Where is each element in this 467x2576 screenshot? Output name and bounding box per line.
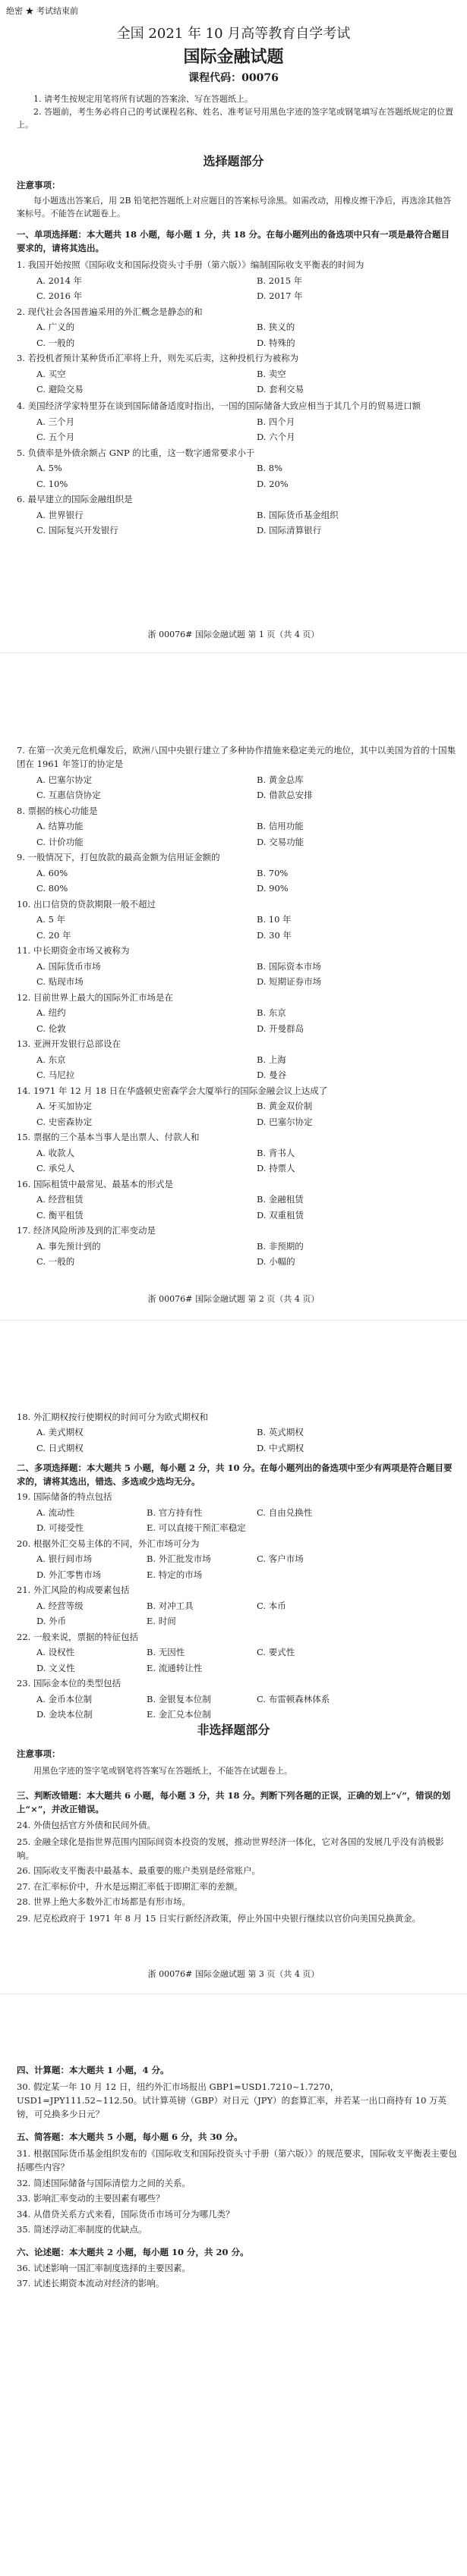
option-b: B. 外汇批发市场	[147, 1553, 211, 1565]
part2-title: 非选择题部分	[197, 1723, 270, 1737]
option-c: C. 客户市场	[257, 1553, 304, 1565]
question-16-options-2	[17, 1208, 457, 1224]
question-35: 35. 简述浮动汇率制度的优缺点。	[17, 2224, 147, 2235]
question-37: 37. 试述长期资本流动对经济的影响。	[17, 2278, 165, 2289]
question-10-options	[17, 913, 457, 928]
header-mark: 绝密 ★ 考试结束前	[6, 6, 78, 16]
option-b: B. 四个月	[257, 416, 295, 427]
option-a: A. 广义的	[36, 322, 75, 333]
question-4-options	[17, 414, 457, 430]
question-22-options-2	[17, 1660, 457, 1676]
option-b: B. 金融租赁	[257, 1194, 304, 1205]
page-divider	[0, 652, 467, 653]
question-31: 31. 根据国际货币基金组织发布的《国际收支和国际投资头寸手册（第六版）》的规范要求，国际收支平衡表主要包括哪些内容？	[17, 2148, 457, 2172]
question-12-options	[17, 1006, 457, 1022]
option-b: B. 国际资本市场	[257, 960, 321, 972]
option-c: C. 本币	[257, 1600, 286, 1611]
page-divider	[0, 1993, 467, 1994]
option-a: A. 5 年	[36, 914, 66, 925]
option-d: D. 特殊的	[257, 337, 295, 348]
question-6-options	[17, 507, 457, 523]
question-5-options-2	[17, 476, 457, 492]
option-d: D. 双重租赁	[257, 1209, 304, 1220]
option-a: A. 牙买加协定	[36, 1101, 93, 1112]
page4-block	[17, 2062, 457, 2292]
page-footer-1: 浙 00076# 国际金融试题 第 1 页（共 4 页）	[147, 630, 320, 639]
question-13-options	[17, 1052, 457, 1068]
page3-block	[17, 1409, 457, 1723]
question-11-options-2	[17, 975, 457, 991]
question-9-options-2	[17, 881, 457, 897]
course-code: 课程代码：00076	[188, 72, 279, 84]
question-19-options-2	[17, 1521, 457, 1537]
question-1-options-2	[17, 289, 457, 305]
question-15-options-2	[17, 1161, 457, 1177]
option-b: B. 英式期权	[257, 1427, 304, 1438]
question-30: 30. 假定某一年 10 月 12 日，纽约外汇市场报出 GBP1=USD1.7210~1.7270，USD1=JPY111.52~112.50。试计算英镑（GBP）对日元（JPY）的套算汇率，并若某一出口商持有 10 万英镑，可兑换多少日元？	[17, 2081, 447, 2119]
option-b: B. 官方持有性	[147, 1506, 203, 1518]
option-c: C. 互惠信贷协定	[36, 790, 101, 801]
question-1: 1. 我国开始按照《国际收支和国际投资头寸手册（第六版）》编制国际收支平衡表的时间为	[17, 259, 364, 270]
question-15: 15. 票据的三个基本当事人是出票人、付款人和	[17, 1132, 200, 1143]
option-d: D. 可接受性	[36, 1522, 84, 1534]
option-a: A. 5%	[36, 463, 62, 474]
option-a: A. 结算功能	[36, 821, 84, 832]
option-d: D. 借款总安排	[257, 790, 313, 801]
question-10: 10. 出口信贷的贷款期限一般不超过	[17, 898, 156, 909]
option-e: E. 可以直接干预汇率稳定	[147, 1522, 246, 1534]
question-27: 27. 在汇率标价中，升水是远期汇率低于即期汇率的差额。	[17, 1880, 243, 1892]
question-21: 21. 外汇风险的构成要素包括	[17, 1585, 130, 1596]
question-4: 4. 美国经济学家特里芬在谈到国际储备适度时指出，一国的国际储备大致应相当于其几个月的贸易进口额	[17, 401, 421, 411]
question-18-options-2	[17, 1440, 457, 1456]
option-d: D. 金块本位制	[36, 1709, 93, 1720]
question-5: 5. 负债率是外债余额占 GNP 的比重，这一数字通常要求小于	[17, 447, 255, 458]
question-19: 19. 国际储备的特点包括	[17, 1491, 112, 1503]
option-a: A. 东京	[36, 1054, 66, 1065]
question-8-options	[17, 819, 457, 835]
question-20: 20. 根据外汇交易主体的不同，外汇市场可分为	[17, 1538, 200, 1549]
option-c: C. 马尼拉	[36, 1070, 75, 1081]
question-33: 33. 影响汇率变动的主要因素有哪些？	[17, 2193, 165, 2204]
question-2: 2. 现代社会各国普遍采用的外汇概念是静态的和	[17, 306, 203, 317]
option-c: C. 计价功能	[36, 836, 84, 847]
option-a: A. 收款人	[36, 1147, 75, 1158]
option-d: D. 持票人	[257, 1163, 295, 1174]
option-a: A. 经营租赁	[36, 1194, 84, 1205]
option-e: E. 特定的市场	[147, 1569, 203, 1580]
question-13-options-2	[17, 1068, 457, 1084]
question-3: 3. 若投机者预计某种货币汇率将上升，则先买后卖，这种投机行为被称为	[17, 353, 299, 364]
question-14-options-2	[17, 1114, 457, 1130]
question-17: 17. 经济风险所涉及到的汇率变动是	[17, 1225, 156, 1236]
option-d: D. 外币	[36, 1616, 67, 1627]
intro-note-2: 2. 答题前，考生务必将自己的考试课程名称、姓名、准考证号用黑色字迹的签字笔或钢笔填写在答题纸规定的位置上。	[17, 107, 453, 130]
option-b: B. 东京	[257, 1007, 286, 1019]
option-a: A. 纽约	[36, 1007, 66, 1019]
option-c: C. 2016 年	[36, 291, 83, 302]
question-25: 25. 金融全球化是指世界范围内国际间资本投资的发展，推动世界经济一体化，它对各国的发展几乎没有消极影响。	[17, 1836, 444, 1861]
question-34: 34. 从借贷关系方式来看，国际货币市场可分为哪几类？	[17, 2208, 235, 2219]
option-c: C. 伦敦	[36, 1023, 66, 1034]
option-b: B. 黄金总库	[257, 774, 304, 785]
question-18: 18. 外汇期权按行使期权的时间可分为欧式期权和	[17, 1411, 208, 1422]
option-b: B. 信用功能	[257, 821, 304, 832]
intro-note-1: 1. 请考生按规定用笔将所有试题的答案涂、写在答题纸上。	[33, 94, 253, 104]
question-8: 8. 票据的核心功能是	[17, 805, 98, 816]
option-d: D. 中式期权	[257, 1442, 304, 1453]
question-12: 12. 目前世界上最大的国际外汇市场是在	[17, 991, 173, 1003]
option-c: C. 避险交易	[36, 384, 84, 395]
question-23-options	[17, 1692, 457, 1707]
option-d: D. 外汇零售市场	[36, 1569, 102, 1580]
question-11-options	[17, 959, 457, 975]
option-a: A. 国际货币市场	[36, 960, 101, 972]
question-3-options-2	[17, 382, 457, 398]
option-a: A. 巴塞尔协定	[36, 774, 93, 785]
option-c: C. 布雷顿森林体系	[257, 1693, 330, 1704]
option-d: D. 30 年	[257, 929, 292, 941]
option-b: B. 背书人	[257, 1147, 295, 1158]
option-d: D. 90%	[257, 883, 289, 894]
part2-notice-text: 用黑色字迹的签字笔或钢笔将答案写在答题纸上，不能答在试题卷上。	[33, 1766, 292, 1776]
option-a: A. 买空	[36, 368, 66, 379]
question-26: 26. 国际收支平衡表中最基本、最重要的账户类别是经常账户。	[17, 1865, 260, 1877]
page2-questions	[17, 742, 457, 1270]
option-c: C. 五个月	[36, 432, 75, 443]
question-17-options	[17, 1239, 457, 1255]
option-b: B. 金银复本位制	[147, 1693, 211, 1704]
option-a: A. 三个月	[36, 416, 75, 427]
part1-title: 选择题部分	[203, 154, 264, 168]
option-d: D. 20%	[257, 478, 289, 489]
course-title: 国际金融试题	[183, 47, 284, 67]
option-d: D. 开曼群岛	[257, 1023, 304, 1034]
page-divider	[0, 1320, 467, 1321]
option-a: A. 2014 年	[36, 275, 83, 286]
section2-title: 二、多项选择题：本大题共 5 小题，每小题 2 分，共 10 分。在每小题列出的备选项中至少有两项是符合题目要求的，请将其选出，错选、多选或少选均无分。	[17, 1462, 453, 1487]
option-a: A. 事先预计到的	[36, 1240, 101, 1252]
question-7-options	[17, 772, 457, 788]
question-16: 16. 国际租赁中最常见、最基本的形式是	[17, 1178, 173, 1189]
option-d: D. 2017 年	[257, 291, 303, 302]
option-b: B. 对冲工具	[147, 1600, 194, 1611]
question-2-options-2	[17, 335, 457, 351]
question-6-options-2	[17, 523, 457, 539]
section6-title: 六、论述题：本大题共 2 小题，每小题 10 分，共 20 分。	[17, 2247, 249, 2257]
section1-title: 一、单项选择题：本大题共 18 小题，每小题 1 分，共 18 分。在每小题列出的备选项中只有一项是最符合题目要求的，请将其选出。	[17, 229, 450, 253]
section1-block	[17, 226, 457, 539]
option-c: C. 国际复兴开发银行	[36, 525, 118, 536]
exam-title: 全国 2021 年 10 月高等教育自学考试	[116, 26, 351, 42]
question-15-options	[17, 1145, 457, 1161]
option-b: B. 无因性	[147, 1647, 185, 1658]
question-5-options	[17, 461, 457, 477]
question-13: 13. 亚洲开发银行总部设在	[17, 1038, 121, 1050]
question-17-options-2	[17, 1255, 457, 1271]
question-14-options	[17, 1099, 457, 1115]
question-11: 11. 中长期资金市场又被称为	[17, 945, 130, 957]
question-22-options	[17, 1645, 457, 1661]
option-c: C. 贴现市场	[36, 976, 84, 988]
question-21-options-2	[17, 1614, 457, 1630]
part1-notice-text: 每小题选出答案后，用 2B 铅笔把答题纸上对应题目的答案标号涂黑。如需改动，用橡皮擦干净后，再选涂其他答案标号。不能答在试题卷上。	[17, 196, 452, 218]
option-d: D. 六个月	[257, 432, 295, 443]
question-2-options	[17, 320, 457, 336]
question-8-options-2	[17, 834, 457, 850]
option-c: C. 10%	[36, 478, 68, 489]
question-32: 32. 简述国际储备与国际清偿力之间的关系。	[17, 2177, 191, 2188]
question-24: 24. 外债包括官方外债和民间外债。	[17, 1819, 156, 1830]
option-b: B. 非预期的	[257, 1240, 304, 1252]
part2-notice-label: 注意事项：	[17, 1748, 61, 1759]
option-b: B. 10 年	[257, 914, 292, 925]
option-c: C. 衡平租赁	[36, 1209, 84, 1220]
option-e: E. 时间	[147, 1616, 176, 1627]
question-7-options-2	[17, 788, 457, 804]
question-12-options-2	[17, 1021, 457, 1037]
question-4-options-2	[17, 430, 457, 446]
option-c: C. 一般的	[36, 337, 75, 348]
option-a: A. 银行间市场	[36, 1553, 93, 1565]
question-21-options	[17, 1598, 457, 1614]
question-7: 7. 在第一次美元危机爆发后，欧洲八国中央银行建立了多种协作措施来稳定美元的地位，其中以美国为首的十国集团在 1961 年签订的协定是	[17, 745, 456, 769]
option-a: A. 设权性	[36, 1647, 75, 1658]
question-28: 28. 世界上绝大多数外汇市场都是有形市场。	[17, 1896, 191, 1908]
section5-title: 五、简答题：本大题共 5 小题，每小题 6 分，共 30 分。	[17, 2131, 243, 2142]
option-c: C. 要式性	[257, 1647, 295, 1658]
option-b: B. 8%	[257, 463, 283, 474]
option-d: D. 交易功能	[257, 836, 304, 847]
question-3-options	[17, 366, 457, 382]
option-b: B. 70%	[257, 867, 289, 878]
option-a: A. 经营等级	[36, 1600, 84, 1611]
section3-block	[17, 1787, 457, 1927]
option-b: B. 黄金双价制	[257, 1101, 313, 1112]
option-d: D. 曼谷	[257, 1070, 287, 1081]
option-d: D. 国际清算银行	[257, 525, 322, 536]
option-b: B. 上海	[257, 1054, 286, 1065]
question-9: 9. 一般情况下，打包放款的最高金额为信用证金额的	[17, 852, 220, 863]
option-c: C. 日式期权	[36, 1442, 84, 1453]
option-d: D. 小幅的	[257, 1256, 295, 1268]
option-d: D. 套利交易	[257, 384, 304, 395]
option-a: A. 美式期权	[36, 1427, 84, 1438]
question-36: 36. 试述影响一国汇率制度选择的主要因素。	[17, 2262, 191, 2273]
option-b: B. 卖空	[257, 368, 286, 379]
option-a: A. 60%	[36, 867, 68, 878]
option-d: D. 文义性	[36, 1662, 75, 1673]
question-18-options	[17, 1425, 457, 1441]
question-20-options	[17, 1552, 457, 1568]
question-23: 23. 国际金本位的类型包括	[17, 1678, 121, 1689]
option-c: C. 一般的	[36, 1256, 75, 1268]
option-e: E. 流通转让性	[147, 1662, 203, 1673]
option-a: A. 流动性	[36, 1506, 75, 1518]
page-footer-3: 浙 00076# 国际金融试题 第 3 页（共 4 页）	[147, 1969, 320, 1979]
option-c: C. 史密森协定	[36, 1116, 93, 1127]
option-c: C. 20 年	[36, 929, 71, 941]
question-1-options	[17, 273, 457, 289]
part1-notice-label: 注意事项：	[17, 180, 61, 190]
question-29: 29. 尼克松政府于 1971 年 8 月 15 日实行新经济政策，停止外国中央银行继续以官价向美国兑换黄金。	[17, 1913, 421, 1924]
question-16-options	[17, 1192, 457, 1208]
intro-notes	[17, 93, 457, 131]
option-b: B. 国际货币基金组织	[257, 509, 339, 520]
option-c: C. 承兑人	[36, 1163, 75, 1174]
option-a: A. 金币本位制	[36, 1693, 93, 1704]
question-9-options	[17, 865, 457, 881]
question-6: 6. 最早建立的国际金融组织是	[17, 494, 133, 505]
option-c: C. 自由兑换性	[257, 1506, 313, 1518]
option-a: A. 世界银行	[36, 509, 84, 520]
option-e: E. 金汇兑本位制	[147, 1709, 211, 1720]
option-b: B. 狭义的	[257, 322, 295, 333]
page-footer-2: 浙 00076# 国际金融试题 第 2 页（共 4 页）	[147, 1294, 320, 1304]
option-d: D. 短期证券市场	[257, 976, 322, 988]
question-10-options-2	[17, 928, 457, 944]
section3-title: 三、判断改错题：本大题共 6 小题，每小题 3 分，共 18 分。判断下列各题的正误，正确的划上“√”，错误的划上“×”，并改正错误。	[17, 1790, 451, 1814]
question-19-options	[17, 1505, 457, 1521]
question-14: 14. 1971 年 12 月 18 日在华盛顿史密森学会大厦举行的国际金融会议上达成了	[17, 1085, 328, 1096]
option-b: B. 2015 年	[257, 275, 303, 286]
section4-title: 四、计算题：本大题共 1 小题，4 分。	[17, 2065, 169, 2075]
option-d: D. 巴塞尔协定	[257, 1116, 313, 1127]
option-c: C. 80%	[36, 883, 68, 894]
question-20-options-2	[17, 1567, 457, 1583]
question-22: 22. 一般来说，票据的特征包括	[17, 1631, 138, 1642]
